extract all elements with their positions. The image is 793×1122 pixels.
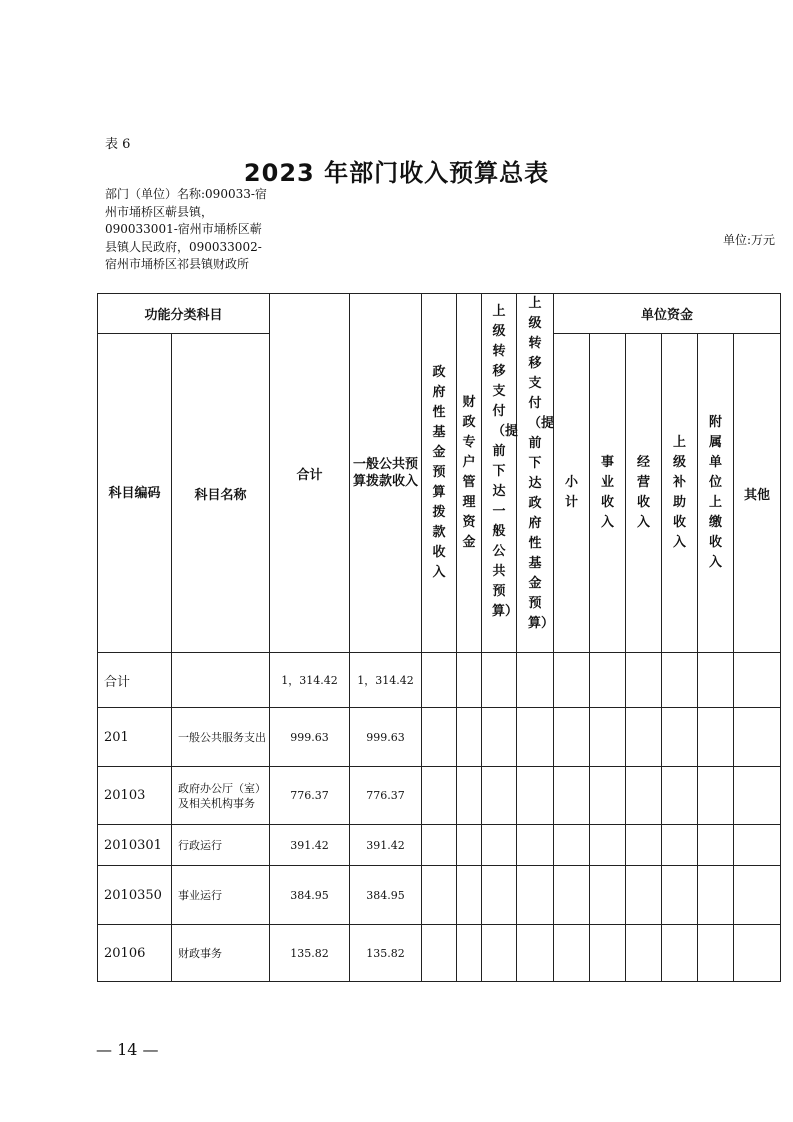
header-other: 其他 [734, 334, 781, 653]
row-total: 384.95 [270, 866, 350, 925]
row-general-budget: 776.37 [350, 767, 422, 825]
row-code: 20103 [98, 767, 172, 825]
table-row [98, 708, 781, 767]
header-subtotal-text: 小计 [565, 475, 579, 510]
page-number: — 14 — [96, 1040, 159, 1059]
row-name: 政府办公厅（室）及相关机构事务 [172, 767, 270, 825]
row-code: 2010301 [98, 825, 172, 866]
header-general-budget-text: 一般公共预算拨款收入 [353, 457, 419, 489]
header-name: 科目名称 [172, 334, 270, 653]
table-number: 表 6 [105, 137, 131, 152]
header-transfer-general [482, 294, 517, 653]
header-transfer-general-text: 上级转移支付（提前下达一般公共预算） [492, 304, 519, 619]
row-total: 776.37 [270, 767, 350, 825]
row-code: 201 [98, 708, 172, 767]
header-subsidy-income [662, 334, 698, 653]
header-code [98, 334, 172, 653]
row-total: 999.63 [270, 708, 350, 767]
header-affiliate-income [698, 334, 734, 653]
row-general-budget: 135.82 [350, 925, 422, 982]
row-code: 20106 [98, 925, 172, 982]
header-business-income-text: 事业收入 [601, 455, 615, 530]
row-general-budget: 391.42 [350, 825, 422, 866]
table-row [98, 925, 781, 982]
header-code-text: 科目编码 [108, 485, 161, 501]
row-total: 391.42 [270, 825, 350, 866]
row-total: 135.82 [270, 925, 350, 982]
page-title: 2023 年部门收入预算总表 [243, 159, 550, 187]
row-general-budget: 1，314.42 [350, 653, 422, 708]
table-row [98, 653, 781, 708]
header-transfer-fund [517, 294, 554, 653]
header-fiscal-special-text: 财政专户管理资金 [462, 395, 476, 550]
header-affiliate-income-text: 附属单位上缴收入 [709, 415, 723, 570]
row-name: 一般公共服务支出 [172, 708, 270, 767]
header-gov-fund-text: 政府性基金预算拨款收入 [432, 365, 446, 580]
header-unit-funds: 单位资金 [554, 294, 781, 334]
row-general-budget: 999.63 [350, 708, 422, 767]
header-subtotal [554, 334, 590, 653]
header-operating-income [626, 334, 662, 653]
row-general-budget: 384.95 [350, 866, 422, 925]
header-gov-fund [422, 294, 457, 653]
table-row [98, 767, 781, 825]
header-transfer-fund-text: 上级转移支付（提前下达政府性基金预算） [528, 296, 555, 631]
row-name [172, 653, 270, 708]
unit-label: 单位:万元 [722, 233, 775, 247]
row-code: 合计 [98, 653, 172, 708]
row-name: 财政事务 [172, 925, 270, 982]
table-row [98, 866, 781, 925]
header-operating-income-text: 经营收入 [637, 455, 651, 530]
table-row [98, 825, 781, 866]
header-business-income [590, 334, 626, 653]
header-subsidy-income-text: 上级补助收入 [673, 435, 687, 550]
header-fiscal-special [457, 294, 482, 653]
header-general-budget [350, 294, 422, 653]
row-name: 事业运行 [172, 866, 270, 925]
header-total: 合计 [270, 294, 350, 653]
header-func-category: 功能分类科目 [98, 294, 270, 334]
income-budget-table [97, 293, 781, 982]
department-name: 部门（单位）名称:090033-宿州市埇桥区蕲县镇，090033001-宿州市埇桥区蕲县镇人民政府，090033002-宿州市埇桥区祁县镇财政所 [105, 187, 267, 271]
row-name: 行政运行 [172, 825, 270, 866]
row-code: 2010350 [98, 866, 172, 925]
row-total: 1，314.42 [270, 653, 350, 708]
